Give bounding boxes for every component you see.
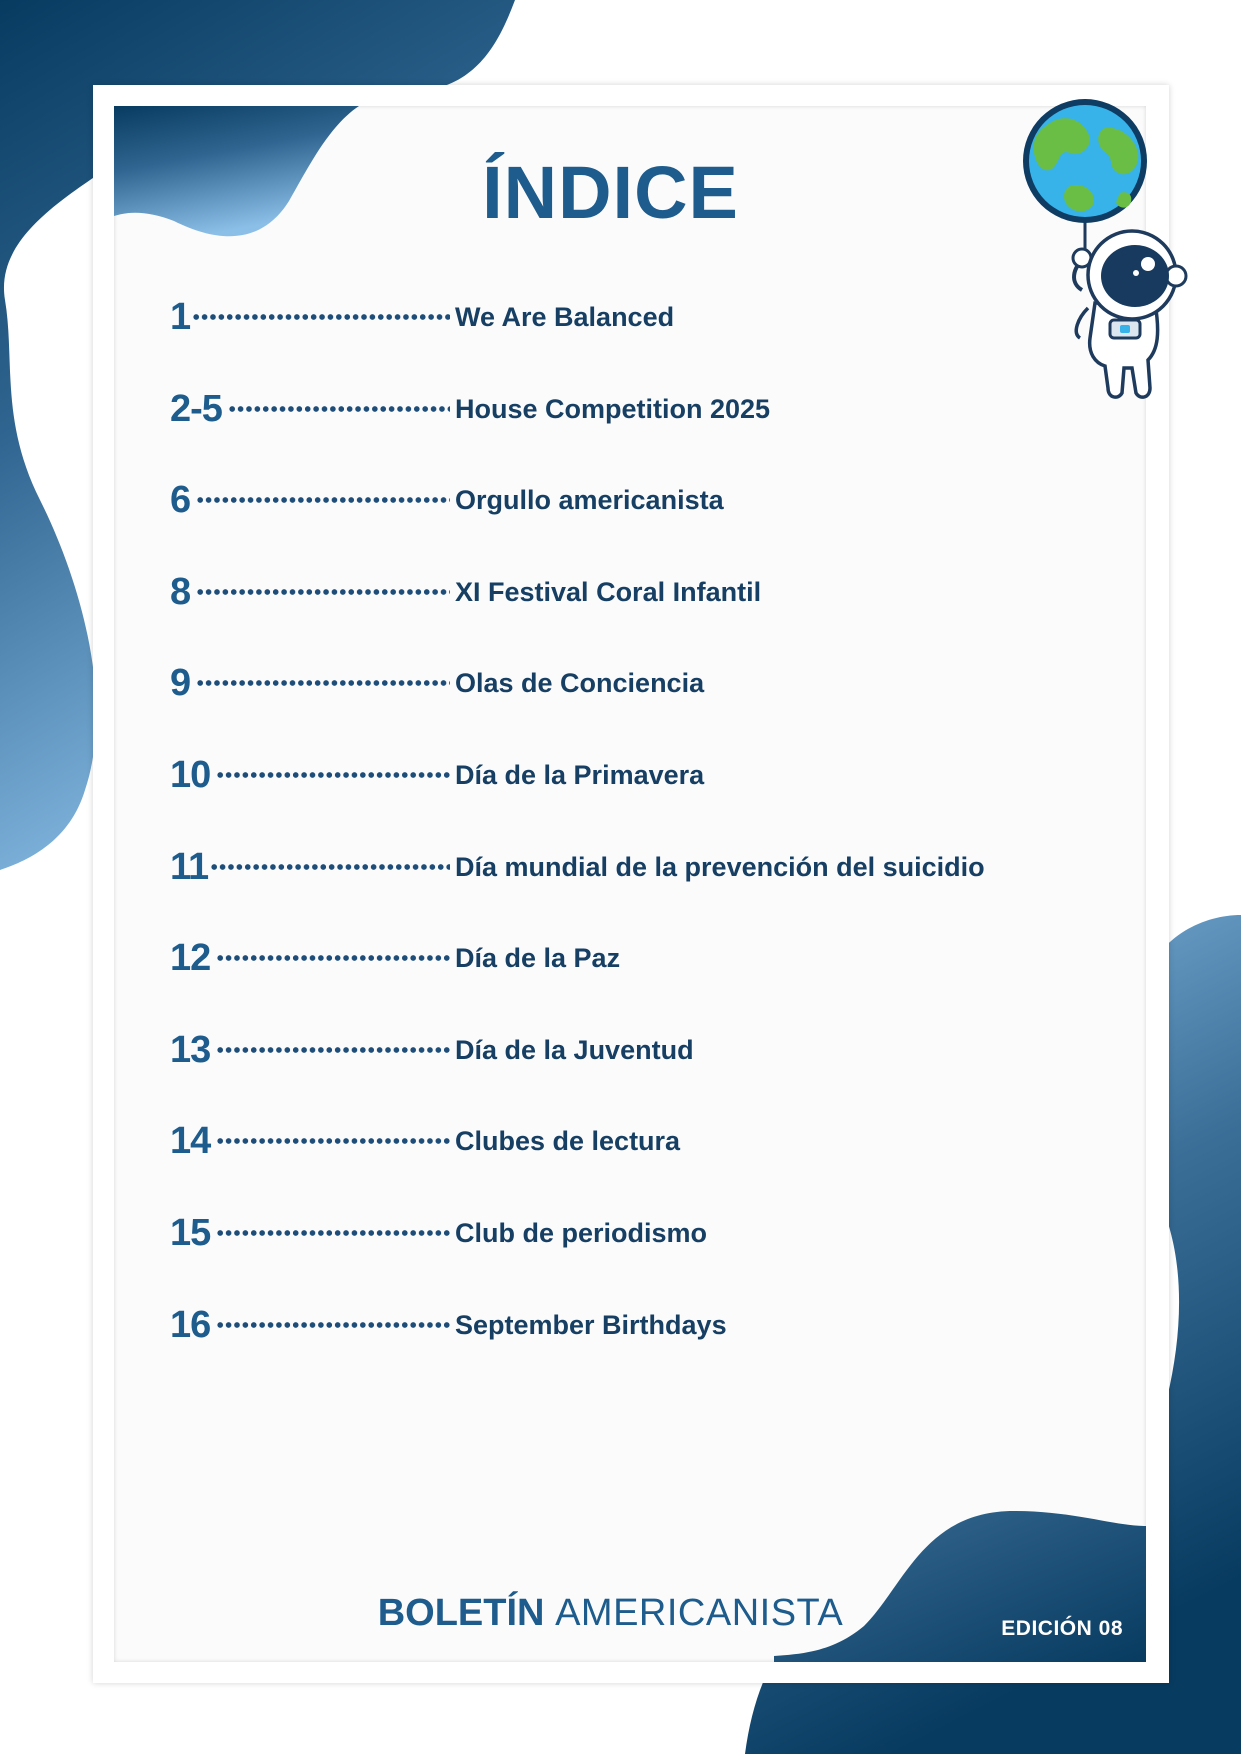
toc-entry[interactable] xyxy=(170,296,1130,392)
toc-entry[interactable] xyxy=(170,479,1130,575)
toc-entry[interactable] xyxy=(170,1211,1130,1308)
toc-entry[interactable] xyxy=(170,570,1130,667)
toc-section-title: Orgullo americanista xyxy=(455,485,724,516)
toc-entry[interactable] xyxy=(170,753,1130,850)
toc-page-number: 12 xyxy=(170,937,211,980)
toc-page-number: 13 xyxy=(170,1028,211,1071)
toc-section-title: Día de la Juventud xyxy=(455,1034,694,1065)
astronaut-icon xyxy=(1073,231,1186,397)
toc-leader-dots xyxy=(210,864,450,870)
toc-section-title: House Competition 2025 xyxy=(455,393,771,424)
toc-page-number: 11 xyxy=(170,845,209,888)
toc-entry[interactable] xyxy=(170,1303,1130,1400)
toc-entry[interactable] xyxy=(170,1120,1130,1216)
footer-brand-light: AMERICANISTA xyxy=(555,1592,844,1634)
toc-leader-dots xyxy=(216,1230,450,1236)
toc-section-title: September Birthdays xyxy=(455,1309,727,1340)
toc-section-title: XI Festival Coral Infantil xyxy=(455,576,762,607)
toc-entry[interactable] xyxy=(170,937,1130,1033)
toc-page-number: 9 xyxy=(170,662,191,705)
toc-section-title: Clubes de lectura xyxy=(455,1126,681,1157)
toc-section-title: Día mundial de la prevención del suicidio xyxy=(455,851,985,882)
toc-page-number: 15 xyxy=(170,1211,211,1254)
toc-page-number: 10 xyxy=(170,753,211,796)
page-title: ÍNDICE xyxy=(482,151,739,234)
toc-leader-dots xyxy=(216,1322,450,1328)
edition-label: EDICIÓN 08 xyxy=(1001,1617,1123,1640)
toc-leader-dots xyxy=(216,955,450,961)
toc-page-number: 16 xyxy=(170,1303,211,1346)
toc-section-title: Día de la Paz xyxy=(455,943,621,974)
toc-entry[interactable] xyxy=(170,387,1130,484)
toc-page-number: 6 xyxy=(170,479,191,522)
toc-entry[interactable] xyxy=(170,845,1130,942)
toc-section-title: Día de la Primavera xyxy=(455,759,705,790)
toc-leader-dots xyxy=(228,406,450,412)
toc-leader-dots xyxy=(196,497,450,503)
toc-entry[interactable] xyxy=(170,1028,1130,1125)
astronaut-illustration xyxy=(1010,98,1200,403)
toc-page-number: 2-5 xyxy=(170,387,222,430)
toc-leader-dots xyxy=(192,314,450,320)
toc-section-title: Olas de Conciencia xyxy=(455,668,705,699)
toc-entry[interactable] xyxy=(170,662,1130,758)
toc-leader-dots xyxy=(216,1047,450,1053)
toc-leader-dots xyxy=(216,1138,450,1144)
toc-page-number: 1 xyxy=(170,296,191,338)
toc-page-number: 8 xyxy=(170,570,191,613)
toc-leader-dots xyxy=(196,680,450,686)
toc-section-title: We Are Balanced xyxy=(455,302,675,332)
toc-page-number: 14 xyxy=(170,1120,211,1163)
footer-brand-bold: BOLETÍN xyxy=(377,1592,545,1634)
toc-section-title: Club de periodismo xyxy=(455,1217,708,1248)
table-of-contents xyxy=(170,296,1130,1399)
toc-leader-dots xyxy=(196,589,450,595)
toc-leader-dots xyxy=(216,772,450,778)
